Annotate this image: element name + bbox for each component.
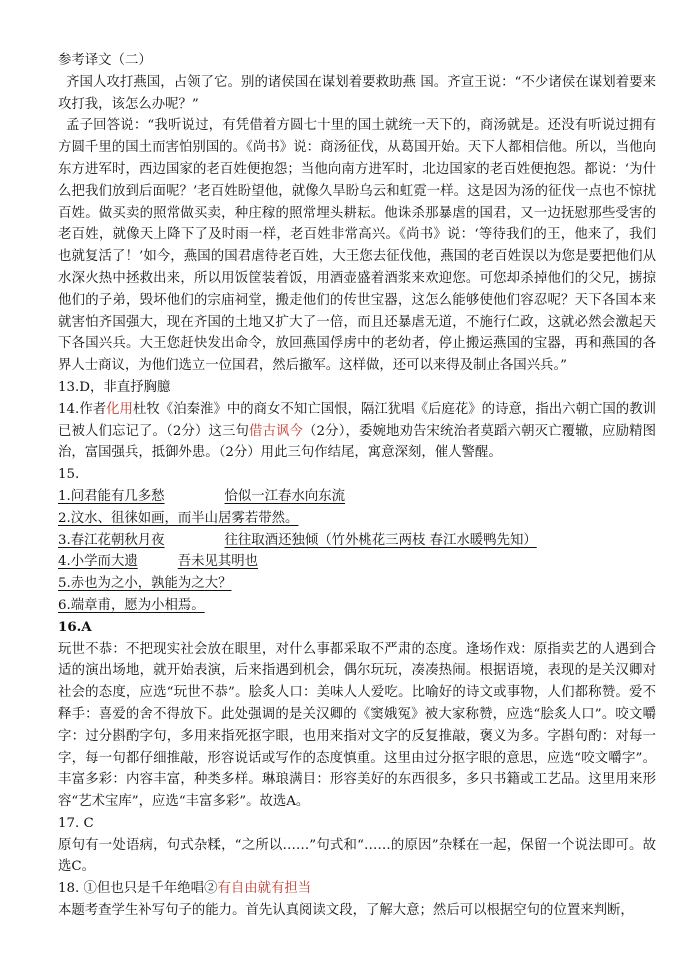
translation-para-2: 孟子回答说：“我听说过，有凭借着方圆七十里的国土就统一天下的，商汤就是。还没有听说过拥有方圆千里的国土而害怕别国的。《尚书》说：商汤征伐，从葛国开始。天下人都相信他。所以，当他向东方进军时，西边国家的老百姓便抱怨；当他向南方进军时，北边国家的老百姓便抱怨。都说：‘为什么把我们放到后面呢？’老百姓盼望他，就像久旱盼乌云和虹霓一样。这是因为汤的征伐一点也不惊扰百姓。做买卖的照常做买卖，种庄稼的照常埋头耕耘。他诛杀那暴虐的国君，又一边抚慰那些受害的老百姓，就像天上降下了及时雨一样，老百姓非常高兴。《尚书》说：‘等待我们的王，他来了，我们也就复活了！’如今，燕国的国君虐待老百姓，大王您去征伐他，燕国的老百姓误以为您是要把他们从水深火热中拯救出来，所以用饭筐装着饭，用酒壶盛着酒浆来欢迎您。可您却杀掉他们的父兄，掳掠他们的子弟，毁坏他们的宗庙祠堂，搬走他们的传世宝器，这怎么能够使他们容忍呢？天下各国本来就害怕齐国强大，现在齐国的土地又扩大了一倍，而且还暴虐无道，不施行仁政，这就必然会激起天下各国兴兵。大王您赶快发出命令，放回燕国俘虏中的老幼者，停止搬运燕国的宝器，再和燕国的各界人士商议，为他们选立一位国君，然后撤军。这样做，还可以来得及制止各国兴兵。” bbox=[58, 118, 656, 374]
item-part-a: 3.春江花朝秋月夜 bbox=[58, 532, 165, 548]
answer-18-text: 18. ①但也只是千年绝唱② bbox=[58, 881, 218, 897]
item-part-b: 恰似一江春水向东流 bbox=[224, 488, 346, 504]
answer-17-explanation: 原句有一处语病，句式杂糅，“之所以……”句式和“……的原因”杂糅在一起，保留一个说法即可。故选C。 bbox=[58, 837, 656, 875]
answer-14-text: （2分），委婉地劝告宋统治者莫蹈六朝灭亡覆辙，应励精图治，富国强兵，抵御外患。（2分）用此三句作结尾，寓意深刻，催人警醒。 bbox=[58, 423, 656, 461]
item-part-b: 往往取酒还独倾（竹外桃花三两枝 春江水暖鸭先知） bbox=[224, 532, 537, 548]
answer-17-label: 17. C bbox=[58, 815, 94, 831]
answer-18-explanation: 本题考查学生补写句子的能力。首先认真阅读文段，了解大意；然后可以根据空句的位置来判断， bbox=[58, 903, 634, 919]
answer-15-item bbox=[58, 508, 656, 530]
answer-18-highlight: 有自由就有担当 bbox=[217, 881, 312, 897]
answer-15-item bbox=[58, 573, 656, 595]
item-part-b: 吾未见其明也 bbox=[177, 554, 259, 570]
translation-para-1: 齐国人攻打燕国，占领了它。别的诸侯国在谋划着要救助燕 国。齐宣王说：“不少诸侯在谋划着要来攻打我，该怎么办呢？” bbox=[58, 74, 656, 112]
answer-14-text: 杜牧《泊秦淮》中的商女不知亡国恨，隔江犹唱《后庭花》的诗意，指出六朝亡国的教训已被人们忘记了。（2分）这三句 bbox=[58, 401, 657, 439]
answer-16-label: 16.A bbox=[58, 618, 92, 635]
answer-15-label: 15. bbox=[58, 467, 80, 483]
answer-15-item bbox=[58, 595, 656, 617]
answer-15-item bbox=[58, 530, 656, 552]
answer-14-highlight-2: 借古讽今 bbox=[249, 423, 304, 439]
item-part-a: 2.汶水、徂徕如画，而半山居雾若带然。 bbox=[58, 510, 299, 526]
document-page bbox=[58, 50, 656, 922]
item-part-a: 5.赤也为之小，孰能为之大？ bbox=[58, 576, 232, 592]
answer-15-item bbox=[58, 551, 656, 573]
answer-15-item bbox=[58, 486, 656, 508]
answer-14-text: 14.作者 bbox=[58, 401, 107, 417]
answer-16-explanation: 玩世不恭：不把现实社会放在眼里，对什么事都采取不严肃的态度。逢场作戏：原指卖艺的人遇到合适的演出场地，就开始表演，后来指遇到机会，偶尔玩玩，凑凑热闹。根据语境，表现的是关汉卿对社会的态度，应选“玩世不恭”。脍炙人口：美味人人爱吃。比喻好的诗文或事物，人们都称赞。爱不释手：喜爱的舍不得放下。此处强调的是关汉卿的《窦娥冤》被大家称赞，应选“脍炙人口”。咬文嚼字：过分斟酌字句，多用来指死抠字眼，也用来指对文字的反复推敲，褒义为多。字斟句酌：对每一字，每一句都仔细推敲，形容说话或写作的态度慎重。这里由过分抠字眼的意思，应选“咬文嚼字”。丰富多彩：内容丰富，种类多样。琳琅满目：形容美好的东西很多，多只书籍或工艺品。这里用来形容“艺术宝库”，应选“丰富多彩”。故选A。 bbox=[58, 641, 656, 810]
item-part-a: 4.小学而大遗 bbox=[58, 554, 138, 570]
item-part-a: 6.端章甫，愿为小相焉。 bbox=[58, 597, 205, 613]
item-part-a: 1.问君能有几多愁 bbox=[58, 488, 165, 504]
doc-title: 参考译文（二） bbox=[58, 53, 152, 68]
answer-14 bbox=[58, 399, 656, 464]
answer-18-label bbox=[58, 878, 656, 900]
answer-13: 13.D，非直抒胸臆 bbox=[58, 379, 171, 395]
answer-14-highlight-1: 化用 bbox=[106, 401, 133, 417]
